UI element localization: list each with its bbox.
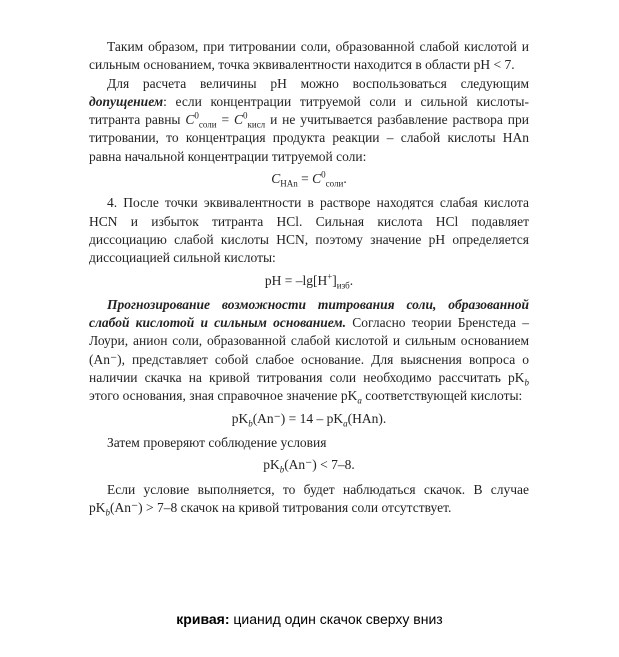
formula2-sub: изб bbox=[336, 280, 350, 291]
formula3-end: (HAn). bbox=[347, 410, 387, 426]
p6-b: b bbox=[105, 507, 110, 518]
p4-b: b bbox=[524, 377, 529, 388]
paragraph-4 bbox=[89, 296, 529, 406]
formula4-left: pK bbox=[263, 457, 280, 473]
formula-2: pH = $-\lg[H^+]_{изб}$. bbox=[264, 271, 354, 291]
formula3-a: a bbox=[343, 418, 348, 429]
formula1-mid: = bbox=[297, 171, 313, 187]
p2-eq: = bbox=[216, 112, 234, 128]
p6-end: (An⁻) > 7–8 скачок на кривой титрования соли отсутствует. bbox=[110, 499, 452, 515]
p2-end: и не учитывается разбавление раствора при титровании, то концентрация продукта реакции – слабой кислоты HAn равна начальной концентрации титруемой соли: bbox=[89, 112, 530, 164]
formula4-end: (An⁻) < 7–8. bbox=[284, 457, 355, 473]
formula2-main: pH = –lg[H bbox=[264, 272, 328, 288]
formula2-sup: + bbox=[327, 271, 333, 282]
formula2-close: ] bbox=[332, 272, 337, 288]
paragraph-3: 4. После точки эквивалентности в растворе находятся слабая кислота HCN и избыток титранта HCl. Сильная кислота HCl подавляет диссоциацию слабой кислоты HCN, поэтому значение pH определяется диссоциацией сильной кислоты: bbox=[89, 195, 529, 266]
p2-c-kisl-sub: кисл bbox=[247, 119, 266, 130]
formula1-sub2: соли bbox=[325, 178, 344, 189]
caption-label: кривая: bbox=[176, 611, 230, 627]
caption bbox=[0, 611, 619, 627]
formula4-b: b bbox=[279, 464, 285, 475]
formula3-left: pK bbox=[231, 410, 249, 426]
formula3-mid: (An⁻) = 14 – pK bbox=[252, 410, 344, 426]
p4-italic-heading: Прогнозирование возможности титрования соли, образованной слабой кислотой и сильным основанием. bbox=[89, 296, 529, 331]
paragraph-2: Для расчета величины pH можно воспользоваться следующим допущением: если концентрации титруемой соли и сильной кислоты-титранта равны $C^0_{соли} = C^0_{кисл}$ и не учитывается разбавление раствора при титровании, то концентрация продукта реакции – слабой кислоты HAn равна начальной концентрации титруемой соли: bbox=[89, 75, 530, 164]
p4-rest2: этого основания, зная справочное значение pK bbox=[89, 388, 358, 404]
formula-4 bbox=[89, 456, 529, 474]
p2-start: Для расчета величины pH можно воспользоваться следующим bbox=[107, 75, 529, 91]
p4-a: a bbox=[357, 396, 362, 407]
p2-mid: : если концентрации титруемой соли и сильной кислоты-титранта равны bbox=[89, 93, 529, 128]
paragraph-6 bbox=[89, 481, 529, 518]
formula-1: $C_{HAn} = C^0_{соли}$. bbox=[271, 169, 347, 189]
p6-start: Если условие выполняется, то будет наблюдаться скачок. В случае pK bbox=[89, 481, 529, 515]
paragraph-5: Затем проверяют соблюдение условия bbox=[107, 434, 327, 450]
paragraph-1: Таким образом, при титровании соли, образованной слабой кислотой и сильным основанием, точка эквивалентности находится в области pH < 7. bbox=[89, 39, 529, 73]
caption-text: цианид один скачок сверху вниз bbox=[229, 611, 443, 627]
document-page bbox=[89, 38, 529, 517]
formula-3 bbox=[89, 410, 529, 428]
p4-rest: Согласно теории Бренстеда – Лоури, анион соли, образованной слабой кислотой и сильным основанием (An⁻), представляет собой слабое основание. Для выяснения вопроса о наличии скачка на кривой титрования соли необходимо рассчитать pK bbox=[89, 315, 529, 386]
formula1-sub: HAn bbox=[280, 178, 298, 189]
formula3-b: b bbox=[248, 418, 253, 429]
p2-c-soli-sub: соли bbox=[198, 119, 217, 130]
p2-bold-term: допущением bbox=[89, 93, 164, 109]
p4-rest3: соответствующей кислоты: bbox=[361, 388, 523, 404]
